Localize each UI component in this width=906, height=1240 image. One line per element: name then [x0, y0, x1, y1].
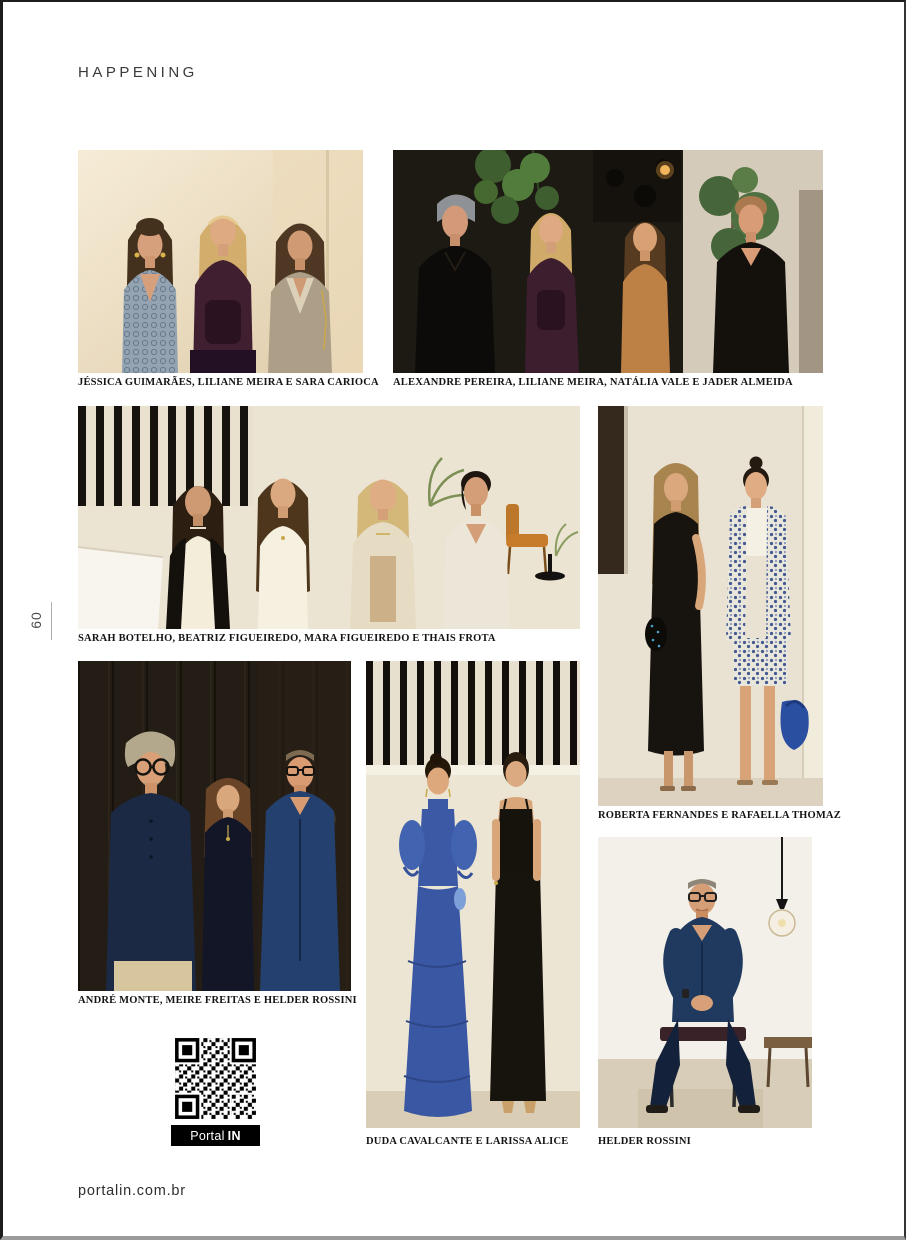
page-number: 60 — [27, 611, 44, 629]
qr-label — [171, 1125, 260, 1146]
page-number-rule — [51, 602, 52, 640]
qr-block — [171, 1034, 260, 1146]
caption-photo-6: DUDA CAVALCANTE E LARISSA ALICE — [366, 1136, 569, 1147]
photo-helder-rossini — [598, 837, 812, 1128]
caption-photo-7: HELDER ROSSINI — [598, 1136, 691, 1147]
qr-code-icon — [171, 1034, 260, 1123]
caption-photo-4: ROBERTA FERNANDES E RAFAELLA THOMAZ — [598, 810, 841, 821]
caption-photo-1: JÉSSICA GUIMARÃES, LILIANE MEIRA E SARA CARIOCA — [78, 377, 379, 388]
qr-label-bold: IN — [227, 1128, 241, 1143]
photo-duda-larissa — [366, 661, 580, 1128]
photo-andre-meire-helder — [78, 661, 351, 991]
caption-photo-3: SARAH BOTELHO, BEATRIZ FIGUEIREDO, MARA FIGUEIREDO E THAIS FROTA — [78, 633, 496, 644]
footer-url: portalin.com.br — [78, 1183, 186, 1199]
photo-sarah-beatriz-mara-thais — [78, 406, 580, 629]
photo-alexandre-liliane-natalia-jader — [393, 150, 823, 373]
caption-photo-2: ALEXANDRE PEREIRA, LILIANE MEIRA, NATÁLIA VALE E JADER ALMEIDA — [393, 377, 793, 388]
section-header: HAPPENING — [78, 64, 198, 81]
photo-jessica-liliane-sara — [78, 150, 363, 373]
page-number-block — [21, 602, 51, 642]
qr-label-prefix: Portal — [190, 1128, 225, 1143]
photo-roberta-rafaella — [598, 406, 823, 806]
caption-photo-5: ANDRÉ MONTE, MEIRE FREITAS E HELDER ROSSINI — [78, 995, 357, 1006]
